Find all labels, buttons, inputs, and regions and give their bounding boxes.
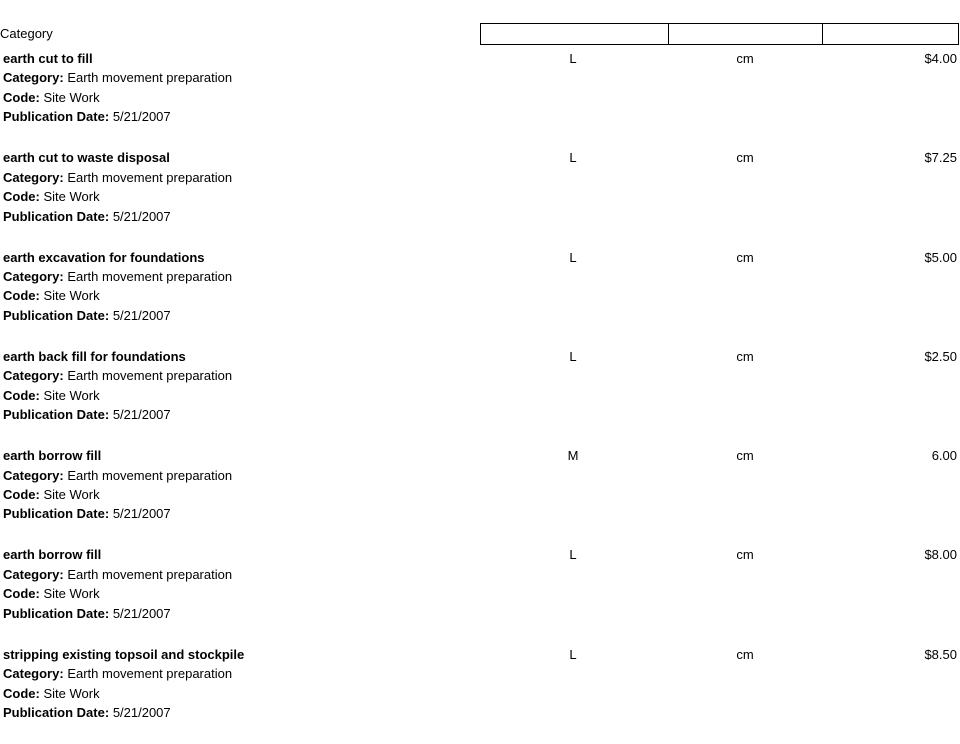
code-label: Code: bbox=[3, 586, 40, 602]
item-publication-date: 5/21/2007 bbox=[112, 506, 171, 522]
category-label: Category: bbox=[3, 368, 64, 384]
category-label: Category: bbox=[3, 467, 64, 483]
item-class: M bbox=[567, 448, 579, 464]
item-description bbox=[3, 545, 232, 623]
item-title: stripping existing topsoil and stockpile bbox=[3, 646, 245, 662]
code-label: Code: bbox=[3, 89, 40, 105]
code-label: Code: bbox=[3, 189, 40, 205]
item-class: L bbox=[569, 150, 577, 166]
item-description bbox=[3, 148, 232, 226]
item-code: Site Work bbox=[43, 487, 100, 502]
item-publication-date: 5/21/2007 bbox=[112, 208, 171, 224]
code-label: Code: bbox=[3, 387, 40, 403]
category-label: Category: bbox=[3, 269, 64, 284]
item-publication-date: 5/21/2007 bbox=[112, 307, 171, 323]
item-title: earth borrow fill bbox=[3, 547, 102, 563]
item-unit: cm bbox=[736, 348, 754, 364]
header-box-unit bbox=[669, 24, 823, 44]
item-publication-date: 5/21/2007 bbox=[112, 407, 171, 423]
item-class: L bbox=[569, 348, 577, 364]
item-price: $5.00 bbox=[924, 249, 957, 265]
item-category: Earth movement preparation bbox=[67, 169, 233, 185]
item-publication-date: 5/21/2007 bbox=[112, 705, 171, 720]
item-description bbox=[3, 347, 232, 425]
item-category: Earth movement preparation bbox=[67, 70, 233, 86]
item-class: L bbox=[569, 249, 577, 265]
item-code: Site Work bbox=[43, 89, 100, 105]
item-unit: cm bbox=[736, 448, 754, 464]
header-column-boxes bbox=[480, 23, 959, 45]
item-title: earth borrow fill bbox=[3, 448, 102, 464]
item-code: Site Work bbox=[43, 685, 100, 701]
publication-date-label: Publication Date: bbox=[3, 705, 110, 720]
item-price: $2.50 bbox=[924, 348, 957, 364]
list-item bbox=[0, 49, 960, 148]
publication-date-label: Publication Date: bbox=[3, 605, 110, 621]
item-description bbox=[3, 446, 232, 524]
item-publication-date: 5/21/2007 bbox=[112, 605, 171, 621]
item-unit: cm bbox=[736, 51, 754, 66]
item-title: earth cut to fill bbox=[3, 51, 93, 66]
item-publication-date: 5/21/2007 bbox=[112, 109, 171, 125]
item-category: Earth movement preparation bbox=[67, 368, 233, 384]
item-price: $4.00 bbox=[924, 51, 957, 66]
item-price: $7.25 bbox=[924, 150, 957, 166]
list-item bbox=[0, 148, 960, 247]
item-code: Site Work bbox=[43, 189, 100, 205]
item-category: Earth movement preparation bbox=[67, 269, 233, 284]
item-code: Site Work bbox=[43, 288, 100, 304]
list-item bbox=[0, 545, 960, 644]
list-item bbox=[0, 347, 960, 446]
item-class: L bbox=[569, 547, 577, 563]
item-class: L bbox=[569, 51, 577, 66]
item-unit: cm bbox=[736, 150, 754, 166]
item-title: earth back fill for foundations bbox=[3, 348, 186, 364]
item-unit: cm bbox=[736, 646, 754, 662]
publication-date-label: Publication Date: bbox=[3, 208, 110, 224]
publication-date-label: Publication Date: bbox=[3, 307, 110, 323]
item-category: Earth movement preparation bbox=[67, 467, 233, 483]
header-box-class bbox=[481, 24, 669, 44]
list-item bbox=[0, 446, 960, 545]
item-unit: cm bbox=[736, 249, 754, 265]
items-list bbox=[0, 49, 960, 744]
header-box-price bbox=[823, 24, 958, 44]
item-title: earth excavation for foundations bbox=[3, 249, 205, 265]
item-code: Site Work bbox=[43, 387, 100, 403]
item-title: earth cut to waste disposal bbox=[3, 150, 170, 166]
code-label: Code: bbox=[3, 288, 40, 304]
item-category: Earth movement preparation bbox=[67, 666, 233, 682]
list-item bbox=[0, 248, 960, 347]
publication-date-label: Publication Date: bbox=[3, 109, 110, 125]
item-class: L bbox=[569, 646, 577, 662]
item-price: $8.00 bbox=[924, 547, 957, 563]
item-price: 6.00 bbox=[931, 448, 957, 464]
category-label: Category: bbox=[3, 70, 64, 86]
item-description bbox=[3, 248, 232, 326]
publication-date-label: Publication Date: bbox=[3, 407, 110, 423]
item-unit: cm bbox=[736, 547, 754, 563]
item-description bbox=[3, 645, 244, 723]
publication-date-label: Publication Date: bbox=[3, 506, 110, 522]
category-label: Category: bbox=[3, 666, 64, 682]
category-label: Category: bbox=[3, 566, 64, 582]
code-label: Code: bbox=[3, 685, 40, 701]
item-category: Earth movement preparation bbox=[67, 566, 233, 582]
category-header-label: Category bbox=[0, 26, 53, 41]
item-code: Site Work bbox=[43, 586, 100, 602]
category-label: Category: bbox=[3, 169, 64, 185]
item-description bbox=[3, 49, 232, 127]
list-item bbox=[0, 645, 960, 744]
code-label: Code: bbox=[3, 487, 40, 502]
item-price: $8.50 bbox=[924, 646, 957, 662]
